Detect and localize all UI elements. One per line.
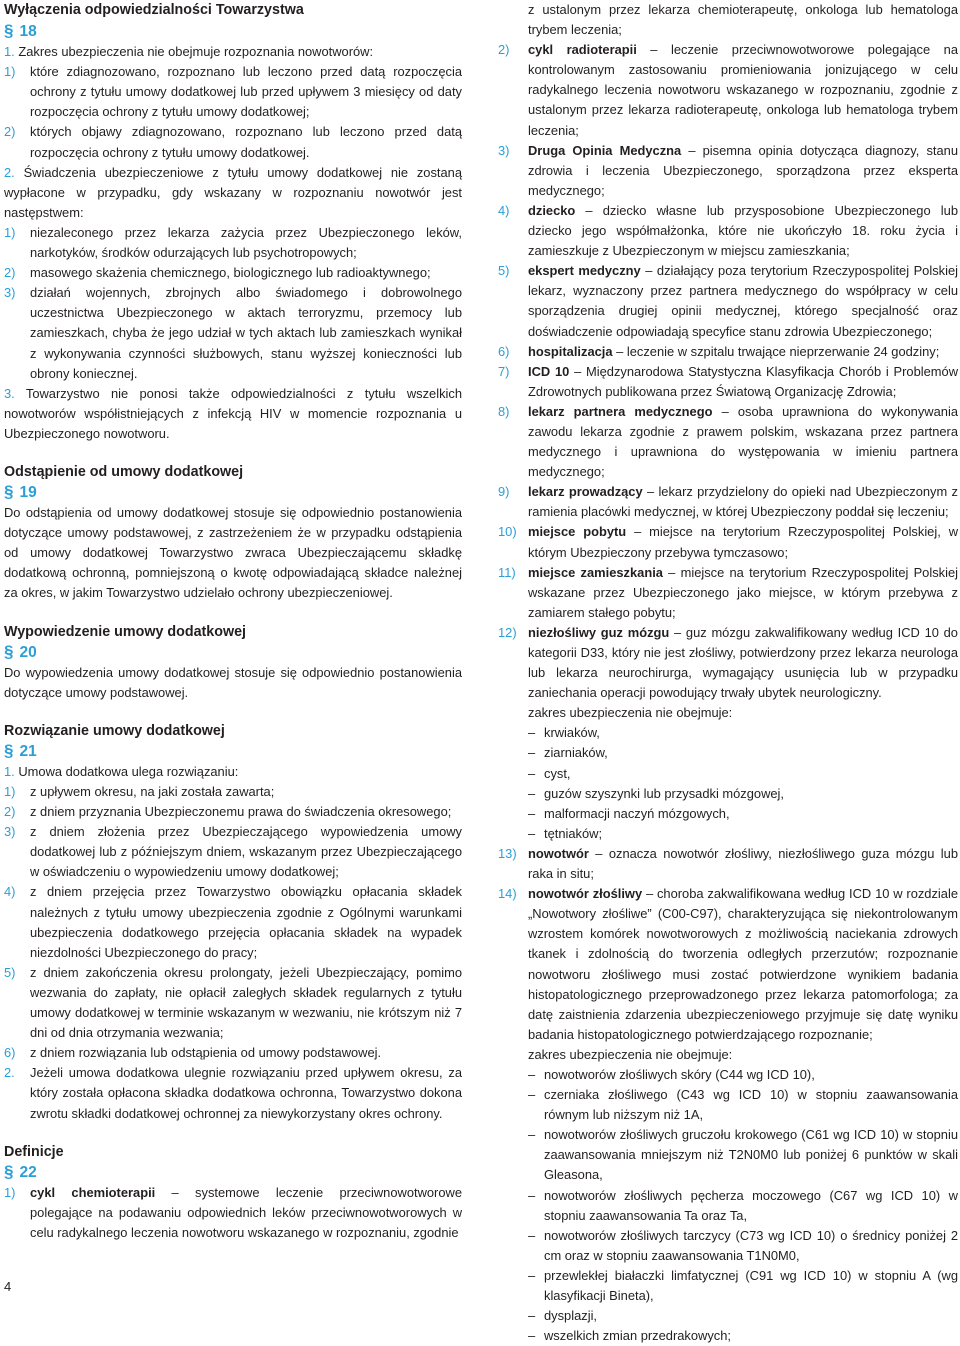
list-item: 1) niezaleconego przez lekarza zażycia przez Ubezpieczonego leków, narkotyków, środków odurzających lub psychotropowych; — [4, 224, 462, 261]
definition-item: 1) cykl chemioterapii – systemowe leczenie przeciwnowotworowe polegające na podawaniu odpowiednich leków przeciwnowotworowych w celu radykalnego leczenia nowotworu wskazanego w rozpoznaniu, zgodnie — [4, 1184, 462, 1240]
clause-21-1: 1. Umowa dodatkowa ulega rozwiązaniu: — [4, 763, 239, 779]
list-item: 3) z dniem złożenia przez Ubezpieczającego wypowiedzenia umowy dodatkowej lub z późniejszym dniem, wskazanym przez Ubezpieczającego w oświadczeniu o wypowiedzeniu umowy dodatkowej; — [4, 824, 462, 880]
list-item: 4) z dniem przejęcia przez Towarzystwo obowiązku opłacania składek należnych z tytułu umowy ubezpieczenia zgodnie z Ogólnymi warunkami ubezpieczenia dodatkowego przejęcia opłacania składek na wypadek niezdolności Ubezpieczonego do pracy; — [4, 884, 462, 960]
definition-item: 4) dziecko – dziecko własne lub przysposobione Ubezpieczonego lub dziecko jego współmałżonka, które nie ukończyło 18. roku życia i zamieszkuje z Ubezpieczonym w miejscu zamieszkania; — [498, 202, 958, 259]
definition-item: 5) ekspert medyczny – działający poza terytorium Rzeczypospolitej Polskiej lekarz, wyznaczony przez partnera medycznego do współpracy w celu sporządzenia drugiej opinii medycznej, którego specjalność oraz doświadczenie odpowiadają specyfice stanu zdrowia Ubezpieczonego; — [498, 263, 958, 339]
section-title-withdrawal: Odstąpienie od umowy dodatkowej — [4, 463, 244, 480]
paragraph-text: Do odstąpienia od umowy dodatkowej stosuje się odpowiednio postanowienia dotyczące umowy podstawowej, z zastrzeżeniem że w przypadku odstąpienia od umowy dodatkowej Towarzystwo zwraca Ubezpieczającemu składkę dodatkową ochronną, pomniejszoną o kwotę odpowiadającą składce należnej za okres, w jakim Towarzystwo udzielało ochrony ubezpieczeniowej. — [4, 505, 462, 601]
list-item: – malformacji naczyń mózgowych, — [528, 805, 730, 821]
list-item: – nowotworów złośliwych tarczycy (C73 wg ICD 10) o średnicy poniżej 2 cm oraz w stopniu zaawansowania T1N0M0, — [528, 1227, 958, 1263]
definition-item: 12) niezłośliwy guz mózgu – guz mózgu zakwalifikowany według ICD 10 do kategorii D33, który nie jest złośliwy, potwierdzony przez lekarza neurologa lub lekarza neurochirurga, wymagający usunięcia lub w przypadku zaniechania operacji powodujący trwały ubytek neurologiczny. — [498, 624, 958, 701]
paragraph-22-heading — [4, 1162, 462, 1183]
section-title-exclusions: Wyłączenia odpowiedzialności Towarzystwa — [4, 2, 304, 18]
list-item: 2) z dniem przyznania Ubezpieczonemu prawa do świadczenia okresowego; — [4, 804, 452, 820]
paragraph-number: 18 — [19, 23, 37, 40]
list-item: – dysplazji, — [528, 1308, 598, 1324]
clause-21-2: 2. Jeżeli umowa dodatkowa ulegnie rozwiązaniu przed upływem okresu, za który została opłacona składka dodatkowa ochronna, Towarzystwo dokona zwrotu składki dodatkowej ochronnej za niewykorzystany okres ochrony. — [4, 1065, 462, 1121]
list-item: 1) z upływem okresu, na jaki została zawarta; — [4, 784, 275, 799]
list-item: 1) które zdiagnozowano, rozpoznano lub leczono przed datą rozpoczęcia ochrony z tytułu umowy dodatkowej lub przed upływem 3 miesięcy od daty rozpoczęcia ochrony z tytułu umowy dodatkowej; — [4, 64, 462, 120]
list-item: – guzów szyszynki lub przysadki mózgowej, — [528, 785, 784, 801]
section-title-dissolution: Rozwiązanie umowy dodatkowej — [4, 722, 225, 739]
definition-item: 9) lekarz prowadzący – lekarz przydzielony do opieki nad Ubezpieczonym z ramienia placówki medycznej, w której Ubezpieczony poddał się leczeniu; — [498, 484, 958, 520]
paragraph-sign: § — [4, 641, 14, 661]
list-item: 5) z dniem zakończenia okresu prolongaty, jeżeli Ubezpieczający, pomimo wezwania do zapłaty, nie opłacił zaległych składek regularnych z tytułu umowy dodatkowej w terminie wskazanym w wezwaniu, nie krótszym niż 7 dni od dnia otrzymania wezwania; — [4, 964, 462, 1041]
definition-continuation: z ustalonym przez lekarza chemioterapeutę, onkologa lub hematologa trybem leczenia; — [528, 2, 958, 38]
paragraph-sign: § — [4, 481, 14, 501]
section-title-termination: Wypowiedzenie umowy dodatkowej — [4, 623, 247, 640]
definition-item: 10) miejsce pobytu – miejsce na terytorium Rzeczypospolitej Polskiej, w którym Ubezpieczony przebywa tymczasowo; — [498, 524, 959, 560]
list-item: – tętniaków; — [528, 825, 603, 841]
exclusions-intro: zakres ubezpieczenia nie obejmuje: — [528, 1046, 733, 1062]
paragraph-number: 20 — [19, 643, 37, 661]
list-item: – nowotworów złośliwych gruczołu krokowego (C61 wg ICD 10) w stopniu zaawansowania mniejszym niż T2N0M0 lub poniżej 6 punktów w skali Gleasona, — [528, 1127, 958, 1183]
list-item: – przewlekłej białaczki limfatycznej (C91 wg ICD 10) w stopniu A (wg klasyfikacji Bineta), — [528, 1267, 958, 1303]
paragraph-sign: § — [4, 21, 14, 40]
definition-item: 11) miejsce zamieszkania – miejsce na terytorium Rzeczypospolitej Polskiej wskazane przez Ubezpieczonego jako miejsce, w którym przebywa z zamiarem stałego pobytu; — [498, 564, 958, 620]
definition-item: 14) nowotwór złośliwy – choroba zakwalifikowana według ICD 10 w rozdziale „Nowotwory złośliwe” (C00-C97), charakteryzująca się niekontrolowanym wzrostem komórek nowotworowych z możliwością naciekania zdrowych tkanek i zdolnością do tworzenia odległych przerzutów; rozpoznanie nowotworu złośliwego musi zostać potwierdzone wynikiem badania histopatologicznego przeprowadzonego przez lekarza patomorfologa; za datę zaistnienia zdarzenia ubezpieczeniowego przyjmuje się datę wyniku badania histopatologicznego potwierdzającego rozpoznanie; — [498, 886, 958, 1042]
list-item: – wszelkich zmian przedrakowych; — [528, 1328, 731, 1344]
paragraph-text: Do wypowiedzenia umowy dodatkowej stosuje się odpowiednio postanowienia dotyczące umowy podstawowej. — [4, 664, 462, 700]
list-item: – nowotworów złośliwych pęcherza moczowego (C67 wg ICD 10) w stopniu zaawansowania Ta oraz Ta, — [528, 1187, 958, 1223]
clause-18-2: 2. Świadczenia ubezpieczeniowe z tytułu umowy dodatkowej nie zostaną wypłacone w przypadku, gdy wskazany w rozpoznaniu nowotwór jest następstwem: — [4, 164, 462, 220]
list-item: – krwiaków, — [528, 725, 600, 741]
left-column — [4, 0, 462, 1243]
definition-item: 8) lekarz partnera medycznego – osoba uprawniona do wykonywania zawodu lekarza zgodnie z prawem polskim, wskazana przez partnera medycznego i uprawniona do występowania w imieniu partnera medycznego; — [498, 403, 958, 480]
list-item: – czerniaka złośliwego (C43 wg ICD 10) w stopniu zaawansowania równym lub niższym niż 1A, — [528, 1087, 958, 1123]
page-number: 4 — [4, 1279, 12, 1294]
paragraph-21-heading — [4, 741, 462, 762]
list-item: 3) działań wojennych, zbrojnych albo świadomego i dobrowolnego uczestnictwa Ubezpieczonego w aktach terroryzmu, przemocy lub zamieszkach, chyba że jego udział w tych aktach lub zamieszkach wynikał z wykonywania czynności służbowych, stanu wyższej konieczności lub obrony koniecznej. — [4, 285, 462, 381]
definition-item: 13) nowotwór – oznacza nowotwór złośliwy, niezłośliwego guza mózgu lub raka in situ; — [498, 845, 958, 882]
paragraph-sign: § — [4, 1161, 14, 1181]
list-item: 2) których objawy zdiagnozowano, rozpoznano lub leczono przed datą rozpoczęcia ochrony z tytułu umowy dodatkowej. — [4, 124, 462, 160]
list-item: – ziarniaków, — [528, 745, 608, 761]
definition-item: 3) Druga Opinia Medyczna – pisemna opinia dotycząca diagnozy, stanu zdrowia i leczenia Ubezpieczonego, sporządzona przez eksperta medycznego; — [498, 142, 958, 198]
right-column — [498, 0, 958, 1346]
paragraph-number: 21 — [19, 742, 37, 760]
definition-item: 6) hospitalizacja – leczenie w szpitalu trwające nieprzerwanie 24 godziny; — [498, 343, 940, 359]
list-item: 2) masowego skażenia chemicznego, biologicznego lub radioaktywnego; — [4, 265, 431, 281]
definition-item: 2) cykl radioterapii – leczenie przeciwnowotworowe polegające na kontrolowanym zastosowaniu promieniowania jonizującego w celu radykalnego leczenia nowotworu wskazanego w rozpoznaniu, zgodnie z ustalonym przez lekarza radioterapeutę, onkologa lub hematologa trybem leczenia; — [498, 42, 958, 138]
clause-18-1: 1. Zakres ubezpieczenia nie obejmuje rozpoznania nowotworów: — [4, 44, 374, 60]
paragraph-18-heading — [4, 21, 462, 42]
paragraph-20-heading — [4, 642, 462, 663]
paragraph-19-heading — [4, 482, 462, 503]
paragraph-sign: § — [4, 740, 14, 760]
list-item: – cyst, — [528, 765, 571, 781]
definition-item: 7) ICD 10 – Międzynarodowa Statystyczna Klasyfikacja Chorób i Problemów Zdrowotnych publikowana przez Światową Organizację Zdrowia; — [498, 363, 959, 399]
exclusions-intro: zakres ubezpieczenia nie obejmuje: — [528, 705, 733, 721]
paragraph-number: 19 — [19, 483, 37, 501]
paragraph-number: 22 — [19, 1163, 37, 1181]
clause-18-3: 3. Towarzystwo nie ponosi także odpowiedzialności z tytułu wszelkich nowotworów współistniejących z infekcją HIV w momencie rozpoznania u Ubezpieczonego nowotworu. — [4, 385, 462, 441]
section-title-definitions: Definicje — [4, 1143, 64, 1160]
list-item: 6) z dniem rozwiązania lub odstąpienia od umowy podstawowej. — [4, 1045, 382, 1061]
list-item: – nowotworów złośliwych skóry (C44 wg ICD 10), — [528, 1066, 815, 1082]
